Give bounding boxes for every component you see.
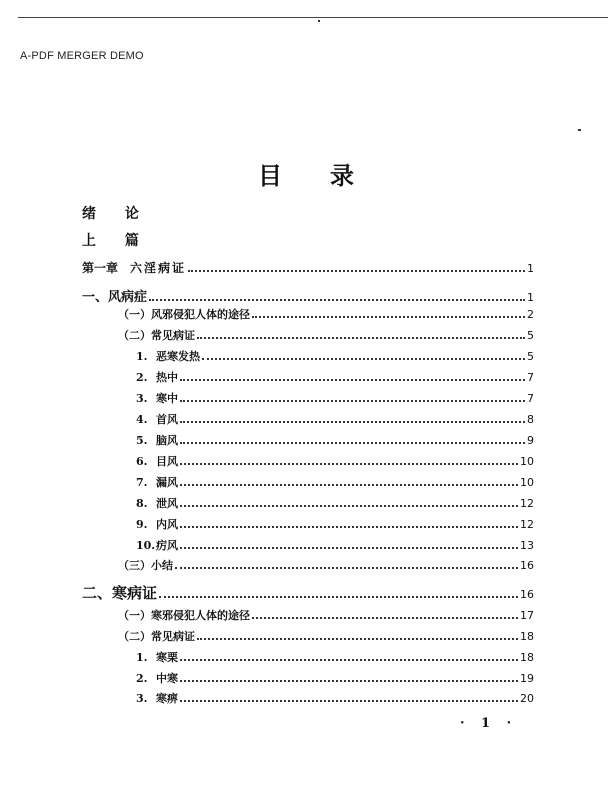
toc-label: 热中 (156, 371, 178, 384)
toc-leader (180, 400, 525, 402)
toc-entry[interactable] (136, 649, 534, 669)
toc-label: 寒痹 (156, 692, 178, 705)
toc-page-number: 10 (520, 455, 534, 468)
toc-prefix: 二、 (82, 584, 113, 602)
toc-prefix: （三） (118, 559, 151, 572)
top-rule (18, 17, 608, 18)
toc-leader (180, 484, 518, 486)
toc-label: 寒栗 (156, 651, 178, 664)
toc-entry[interactable] (118, 628, 534, 648)
toc-page-number: 13 (520, 539, 534, 552)
toc-label: 寒邪侵犯人体的途径 (151, 609, 250, 622)
toc-page-number: 8 (527, 413, 534, 426)
toc-prefix: 3. (136, 392, 148, 405)
toc-leader (180, 700, 518, 702)
toc-label: 常见病证 (151, 329, 195, 342)
toc-label: 恶寒发热 (156, 350, 200, 363)
toc-page-number: 19 (520, 672, 534, 685)
toc-label: 内风 (156, 518, 178, 531)
merger-watermark: A-PDF MERGER DEMO (20, 50, 144, 62)
toc-leader (149, 299, 525, 301)
toc-label: 疠风 (156, 539, 178, 552)
toc-page-number: 5 (527, 350, 534, 363)
toc-leader (159, 596, 518, 598)
toc-entry[interactable] (136, 453, 534, 473)
toc-prefix: 6. (136, 455, 148, 468)
toc-prefix: 1. (136, 350, 148, 363)
toc-label: 常见病证 (151, 630, 195, 643)
toc-leader (180, 659, 518, 661)
page-number: · 1 · (460, 716, 518, 731)
toc-page-number: 5 (527, 329, 534, 342)
toc-prefix: （一） (118, 609, 151, 622)
toc-entry[interactable] (136, 495, 534, 515)
toc-leader (202, 358, 525, 360)
toc-prefix: 5. (136, 434, 148, 447)
toc-page-number: 7 (527, 392, 534, 405)
toc-prefix: 9. (136, 518, 148, 531)
toc-leader (180, 442, 525, 444)
toc-entry[interactable] (136, 670, 534, 690)
toc-prefix: 2. (136, 672, 148, 685)
toc-leader (252, 617, 518, 619)
toc-leader (188, 270, 525, 272)
toc-label: 泄风 (156, 497, 178, 510)
toc-entry[interactable] (136, 369, 534, 389)
toc-entry[interactable] (136, 390, 534, 410)
toc-page-number: 17 (520, 609, 534, 622)
scan-speck (318, 20, 320, 22)
toc-leader (180, 547, 518, 549)
toc-entry[interactable] (136, 348, 534, 368)
toc-page-number: 18 (520, 651, 534, 664)
toc-label: 寒中 (156, 392, 178, 405)
toc-page-number: 9 (527, 434, 534, 447)
toc-label: 六淫病证 (130, 261, 187, 275)
toc-page-number: 20 (520, 692, 534, 705)
toc-section-cold[interactable] (82, 582, 534, 602)
toc-prefix: 4. (136, 413, 148, 426)
toc-page-number: 18 (520, 630, 534, 643)
toc-label: 风病症 (108, 290, 148, 305)
toc-entry[interactable] (136, 432, 534, 452)
toc-entry[interactable] (136, 516, 534, 536)
toc-chapter-1[interactable] (82, 259, 534, 279)
toc-prefix: 10. (136, 539, 156, 552)
toc-page-number: 12 (520, 497, 534, 510)
toc-page-number: 7 (527, 371, 534, 384)
toc-entry[interactable] (136, 537, 534, 557)
toc-leader (180, 505, 518, 507)
toc-entry[interactable] (118, 327, 534, 347)
toc-page-number: 16 (520, 588, 534, 601)
toc-leader (197, 337, 525, 339)
toc-prefix: （二） (118, 630, 151, 643)
toc-page-number: 1 (527, 291, 534, 304)
toc-page-number: 1 (527, 262, 534, 275)
toc-page-number: 16 (520, 559, 534, 572)
toc-label: 中寒 (156, 672, 178, 685)
toc-entry[interactable] (118, 557, 534, 577)
toc-label: 风邪侵犯人体的途径 (151, 308, 250, 321)
toc-entry[interactable] (136, 411, 534, 431)
heading-introduction: 绪 论 (82, 206, 151, 222)
scan-speck (578, 129, 581, 131)
toc-page-number: 2 (527, 308, 534, 321)
toc-section-wind[interactable] (82, 286, 534, 306)
toc-label: 漏风 (156, 476, 178, 489)
toc-prefix: 2. (136, 371, 148, 384)
toc-label: 小结 (151, 559, 173, 572)
page-title: 目录 (258, 161, 402, 190)
toc-prefix: 一、 (82, 290, 109, 305)
toc-entry[interactable] (118, 607, 534, 627)
toc-entry[interactable] (136, 474, 534, 494)
toc-entry[interactable] (136, 690, 534, 710)
toc-leader (180, 463, 518, 465)
toc-prefix: 8. (136, 497, 148, 510)
toc-leader (175, 567, 518, 569)
toc-leader (180, 526, 518, 528)
toc-prefix: 3. (136, 692, 148, 705)
toc-entry[interactable] (118, 306, 534, 326)
toc-prefix: 第一章 (82, 261, 119, 275)
toc-page-number: 12 (520, 518, 534, 531)
toc-label: 目风 (156, 455, 178, 468)
toc-prefix: （一） (118, 308, 151, 321)
toc-leader (180, 421, 525, 423)
toc-leader (180, 379, 525, 381)
toc-label: 脑风 (156, 434, 178, 447)
toc-prefix: （二） (118, 329, 151, 342)
toc-leader (180, 680, 518, 682)
toc-page-number: 10 (520, 476, 534, 489)
toc-prefix: 7. (136, 476, 148, 489)
heading-part-one: 上 篇 (82, 233, 151, 249)
toc-prefix: 1. (136, 651, 148, 664)
toc-label: 寒病证 (112, 584, 158, 602)
toc-label: 首风 (156, 413, 178, 426)
toc-leader (197, 638, 518, 640)
toc-leader (252, 316, 525, 318)
